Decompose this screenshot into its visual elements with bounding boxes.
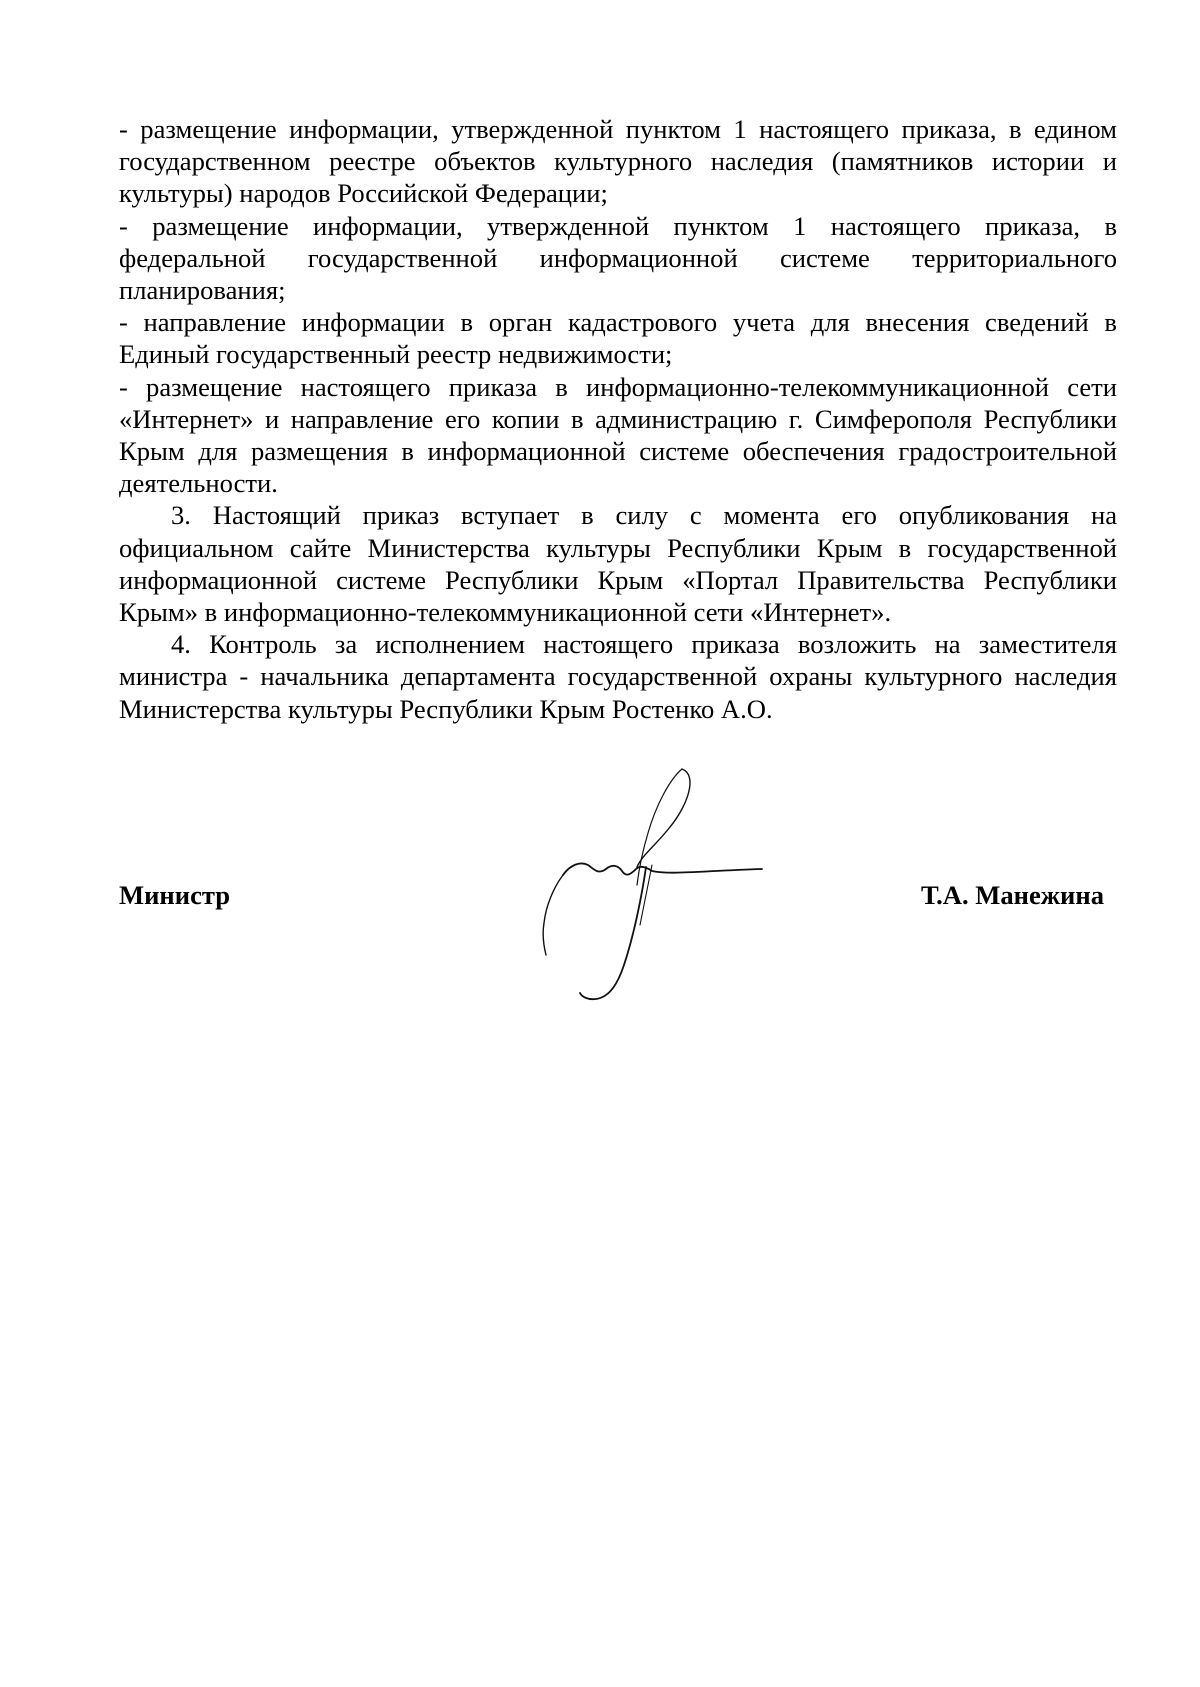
signatory-title: Министр — [119, 880, 231, 910]
signatory-name: Т.А. Манежина — [921, 880, 1104, 910]
paragraph-item-4: 4. Контроль за исполнением настоящего приказа возложить на заместителя министра - начальника департамента государственной охраны культурного наследия Министерства культуры Республики Крым Ростенко А.О. — [119, 629, 1117, 724]
paragraph-item-3: 3. Настоящий приказ вступает в силу с момента его опубликования на официальном сайте Министерства культуры Республики Крым в государственной информационной системе Республики Крым «Портал Правительства Республики Крым» в информационно-телекоммуникационной сети «Интернет». — [119, 500, 1117, 628]
paragraph-planning-system-placement: - размещение информации, утвержденной пунктом 1 настоящего приказа, в федеральной государственной информационной системе территориального планирования; — [119, 210, 1117, 306]
paragraph-internet-placement: - размещение настоящего приказа в информационно-телекоммуникационной сети «Интернет» и направление его копии в администрацию г. Симферополя Республики Крым для размещения в информационной системе обеспечения градостроительной деятельности. — [119, 371, 1117, 499]
document-body — [119, 113, 1117, 725]
handwritten-signature — [530, 765, 770, 1020]
paragraph-registry-placement: - размещение информации, утвержденной пунктом 1 настоящего приказа, в едином государственном реестре объектов культурного наследия (памятников истории и культуры) народов Российской Федерации; — [119, 114, 1117, 209]
paragraph-cadastral-direction: - направление информации в орган кадастрового учета для внесения сведений в Единый государственный реестр недвижимости; — [119, 307, 1117, 370]
